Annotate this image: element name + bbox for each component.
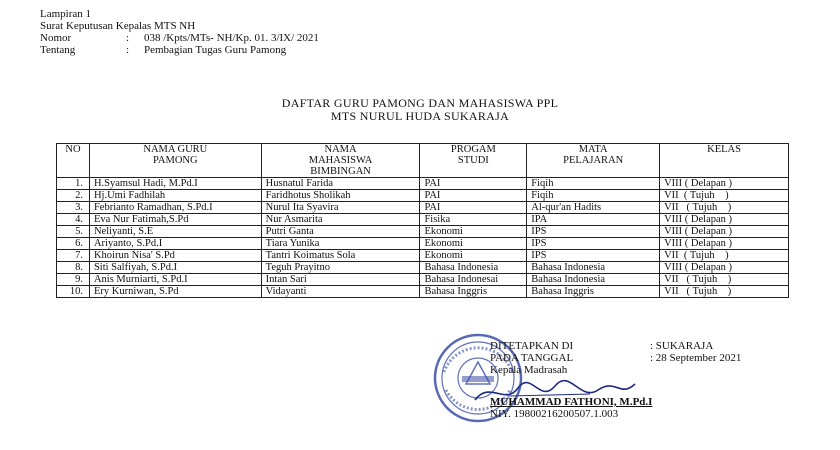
- header-line-2: Surat Keputusan Kepalas MTS NH: [40, 20, 196, 32]
- document-header: [40, 8, 319, 56]
- cell-prodi: PAI: [420, 190, 527, 202]
- cell-guru: Khoirun Nisa' S.Pd: [89, 250, 261, 262]
- header-mapel-line-2: PELAJARAN: [563, 155, 624, 166]
- cell-mapel: Fiqih: [527, 190, 660, 202]
- nomor-label: Nomor: [40, 32, 72, 44]
- cell-no: 8.: [57, 262, 90, 274]
- cell-no: 10.: [57, 286, 90, 298]
- header-mhs-line-3: BIMBINGAN: [310, 166, 371, 177]
- cell-prodi: Ekonomi: [420, 226, 527, 238]
- cell-mahasiswa: Tiara Yunika: [261, 238, 420, 250]
- cell-prodi: Bahasa Inggris: [420, 286, 527, 298]
- document-title: [0, 97, 840, 123]
- cell-guru: Eva Nur Fatimah,S.Pd: [89, 214, 261, 226]
- header-tentang: [40, 44, 319, 56]
- sign-role: Kepala Madrasah: [490, 364, 568, 376]
- sign-place: [490, 340, 741, 352]
- cell-no: 3.: [57, 202, 90, 214]
- cell-mahasiswa: Teguh Prayitno: [261, 262, 420, 274]
- header-guru: [89, 144, 261, 178]
- tentang-value: Pembagian Tugas Guru Pamong: [144, 44, 287, 56]
- cell-kelas: VIII ( Delapan ): [660, 262, 789, 274]
- cell-kelas: VII ( Tujuh ): [660, 202, 789, 214]
- table-row: [57, 178, 789, 190]
- cell-mapel: IPA: [527, 214, 660, 226]
- header-mahasiswa: [261, 144, 420, 178]
- cell-kelas: VIII ( Delapan ): [660, 238, 789, 250]
- cell-mapel: IPS: [527, 238, 660, 250]
- cell-mahasiswa: Vidayanti: [261, 286, 420, 298]
- cell-guru: Siti Salfiyah, S.Pd.I: [89, 262, 261, 274]
- table-row: [57, 274, 789, 286]
- header-mapel-line-1: MATA: [578, 144, 608, 155]
- cell-mapel: Bahasa Inggris: [527, 286, 660, 298]
- header-kelas: KELAS: [660, 144, 789, 178]
- cell-mahasiswa: Putri Ganta: [261, 226, 420, 238]
- table-row: [57, 250, 789, 262]
- cell-mahasiswa: Nurul Ita Syavira: [261, 202, 420, 214]
- tentang-label: Tentang: [40, 44, 76, 56]
- sign-date: [490, 352, 741, 364]
- cell-mahasiswa: Tantri Koimatus Sola: [261, 250, 420, 262]
- cell-no: 7.: [57, 250, 90, 262]
- table-row: [57, 238, 789, 250]
- signer-name: MUHAMMAD FATHONI, M.Pd.I: [490, 396, 653, 408]
- cell-kelas: VIII ( Delapan ): [660, 226, 789, 238]
- signature-block: [490, 340, 741, 420]
- header-line-1: Lampiran 1: [40, 8, 92, 20]
- cell-no: 1.: [57, 178, 90, 190]
- cell-prodi: Ekonomi: [420, 250, 527, 262]
- sign-place-label: DITETAPKAN DI: [490, 340, 574, 352]
- cell-no: 9.: [57, 274, 90, 286]
- tentang-colon: :: [126, 44, 130, 56]
- sign-place-value: : SUKARAJA: [650, 340, 714, 352]
- cell-guru: Ariyanto, S.Pd.I: [89, 238, 261, 250]
- header-nomor: [40, 32, 319, 44]
- signer-niy: NIY. 19800216200507.1.003: [490, 408, 619, 420]
- table-row: [57, 202, 789, 214]
- assignment-table: [56, 143, 789, 298]
- cell-guru: Febrianto Ramadhan, S.Pd.I: [89, 202, 261, 214]
- cell-mapel: Fiqih: [527, 178, 660, 190]
- table-row: [57, 262, 789, 274]
- cell-no: 6.: [57, 238, 90, 250]
- table-row: [57, 226, 789, 238]
- cell-guru: Hj.Umi Fadhilah: [89, 190, 261, 202]
- header-no: NO: [57, 144, 90, 178]
- cell-prodi: Ekonomi: [420, 238, 527, 250]
- cell-kelas: VII ( Tujuh ): [660, 250, 789, 262]
- nomor-value: 038 /Kpts/MTs- NH/Kp. 01. 3/IX/ 2021: [144, 32, 319, 44]
- header-guru-line-1: NAMA GURU: [143, 144, 208, 155]
- cell-no: 5.: [57, 226, 90, 238]
- header-prodi-line-2: STUDI: [457, 155, 489, 166]
- cell-guru: Anis Murniarti, S.Pd.I: [89, 274, 261, 286]
- cell-mapel: Bahasa Indonesia: [527, 274, 660, 286]
- cell-mahasiswa: Nur Asmarita: [261, 214, 420, 226]
- nomor-colon: :: [126, 32, 130, 44]
- title-line-2: MTS NURUL HUDA SUKARAJA: [330, 109, 510, 123]
- header-prodi-line-1: PROGAM: [450, 144, 496, 155]
- cell-prodi: Bahasa Indonesia: [420, 262, 527, 274]
- cell-prodi: Fisika: [420, 214, 527, 226]
- cell-kelas: VIII ( Delapan ): [660, 214, 789, 226]
- cell-kelas: VII ( Tujuh ): [660, 286, 789, 298]
- header-mhs-line-1: NAMA: [324, 144, 357, 155]
- cell-guru: Neliyanti, S.E: [89, 226, 261, 238]
- table-row: [57, 190, 789, 202]
- header-prodi: [420, 144, 527, 178]
- sign-date-value: : 28 September 2021: [650, 352, 742, 364]
- header-mhs-line-2: MAHASISWA: [308, 155, 373, 166]
- header-mapel: [527, 144, 660, 178]
- title-line-1: DAFTAR GURU PAMONG DAN MAHASISWA PPL: [281, 96, 559, 110]
- cell-guru: H.Syamsul Hadi, M.Pd.I: [89, 178, 261, 190]
- cell-no: 2.: [57, 190, 90, 202]
- table-header-row: [57, 144, 789, 178]
- cell-mapel: IPS: [527, 250, 660, 262]
- cell-prodi: PAI: [420, 178, 527, 190]
- table-row: [57, 286, 789, 298]
- cell-mapel: Al-qur'an Hadits: [527, 202, 660, 214]
- cell-mapel: IPS: [527, 226, 660, 238]
- header-guru-line-2: PAMONG: [153, 155, 198, 166]
- sign-date-label: PADA TANGGAL: [490, 352, 574, 364]
- table-row: [57, 214, 789, 226]
- cell-mahasiswa: Husnatul Farida: [261, 178, 420, 190]
- cell-guru: Ery Kurniwan, S.Pd: [89, 286, 261, 298]
- cell-kelas: VII ( Tujuh ): [660, 274, 789, 286]
- cell-mahasiswa: Faridhotus Sholikah: [261, 190, 420, 202]
- cell-kelas: VIII ( Delapan ): [660, 178, 789, 190]
- cell-prodi: Bahasa Indonesai: [420, 274, 527, 286]
- cell-no: 4.: [57, 214, 90, 226]
- cell-prodi: PAI: [420, 202, 527, 214]
- cell-kelas: VII ( Tujuh ): [660, 190, 789, 202]
- cell-mapel: Bahasa Indonesia: [527, 262, 660, 274]
- cell-mahasiswa: Intan Sari: [261, 274, 420, 286]
